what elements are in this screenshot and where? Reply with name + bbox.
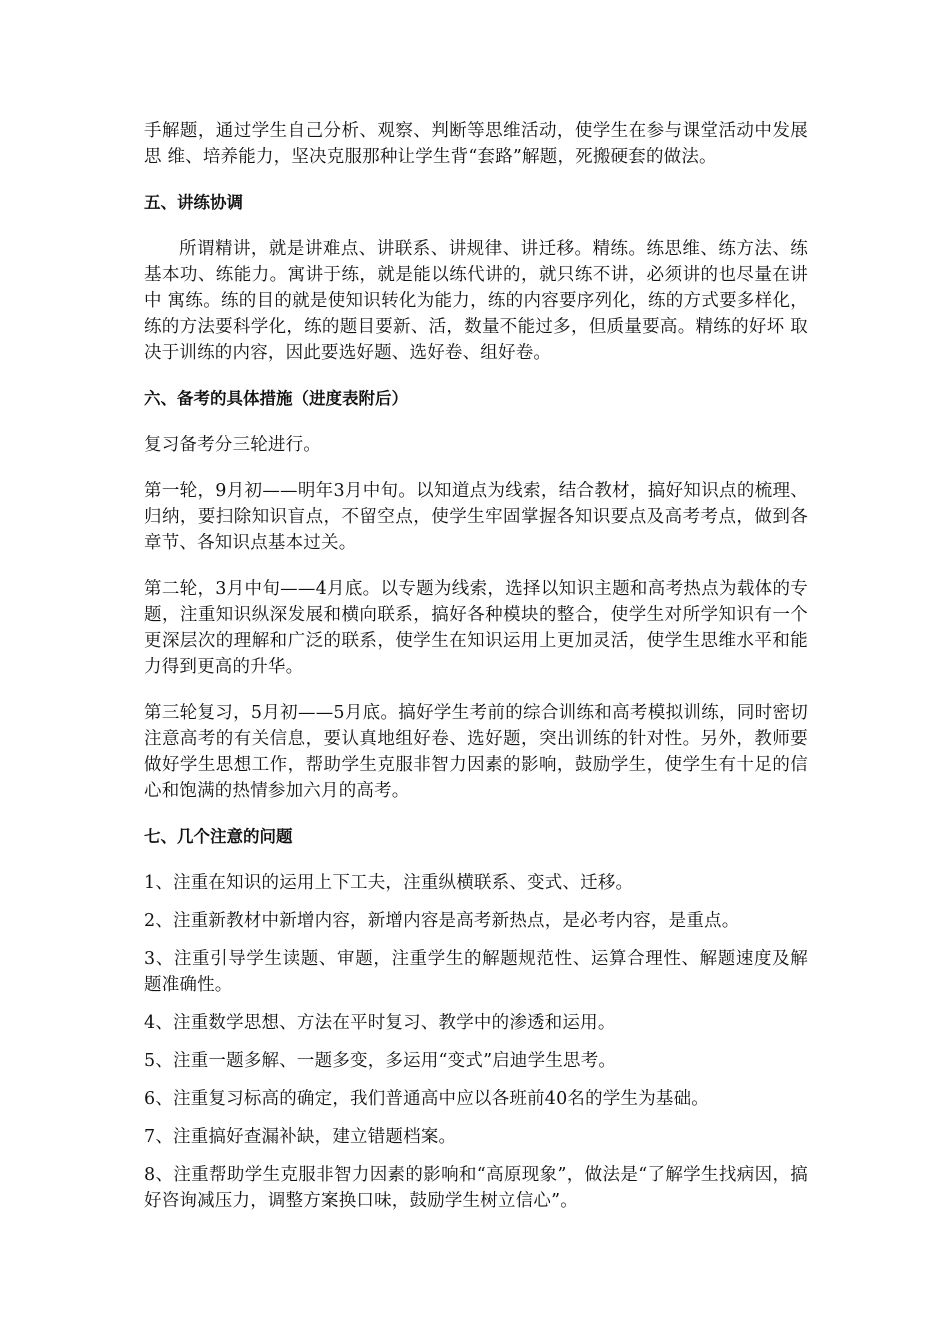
document-page (144, 118, 808, 1226)
section-6-intro: 复习备考分三轮进行。 (144, 435, 321, 455)
intro-paragraph: 手解题，通过学生自己分析、观察、判断等思维活动，使学生在参与课堂活动中发展思 维、培养能力，坚决克服那种让学生背“套路”解题，死搬硬套的做法。 (144, 121, 808, 167)
round-3-paragraph: 第三轮复习，5月初——5月底。搞好学生考前的综合训练和高考模拟训练，同时密切注意高考的有关信息，要认真地组好卷、选好题，突出训练的针对性。另外，教师要做好学生思想工作，帮助学生克服非智力因素的影响，鼓励学生，使学生有十足的信心和饱满的热情参加六月的高考。 (144, 703, 808, 801)
list-item: 5、注重一题多解、一题多变，多运用“变式”启迪学生思考。 (144, 1051, 617, 1071)
section-5-paragraph: 所谓精讲，就是讲难点、讲联系、讲规律、讲迁移。精练。练思维、练方法、练基本功、练能力。寓讲于练，就是能以练代讲的，就只练不讲，必须讲的也尽量在讲中 寓练。练的目的就是使知识转化为能力，练的内容要序列化，练的方式要多样化，练的方法要科学化，练的题目要新、活，数量不能过多，但质量要高。精练的好坏 取决于训练的内容，因此要选好题、选好卷、组好卷。 (144, 239, 808, 363)
section-5-heading: 五、讲练协调 (144, 193, 243, 212)
list-item: 2、注重新教材中新增内容，新增内容是高考新热点，是必考内容，是重点。 (144, 911, 740, 931)
list-item: 8、注重帮助学生克服非智力因素的影响和“高原现象”，做法是“了解学生找病因，搞好咨询减压力，调整方案换口味，鼓励学生树立信心”。 (144, 1165, 808, 1211)
section-7-heading: 七、几个注意的问题 (144, 827, 293, 846)
list-item: 3、注重引导学生读题、审题，注重学生的解题规范性、运算合理性、解题速度及解题准确性。 (144, 949, 808, 995)
list-item: 6、注重复习标高的确定，我们普通高中应以各班前40名的学生为基础。 (144, 1089, 709, 1109)
section-6-heading: 六、备考的具体措施（进度表附后） (144, 389, 408, 408)
list-item: 7、注重搞好查漏补缺，建立错题档案。 (144, 1127, 457, 1147)
list-item: 1、注重在知识的运用上下工夫，注重纵横联系、变式、迁移。 (144, 873, 634, 893)
round-1-paragraph: 第一轮，9月初——明年3月中旬。以知道点为线索，结合教材，搞好知识点的梳理、归纳，要扫除知识盲点，不留空点，使学生牢固掌握各知识要点及高考考点，做到各章节、各知识点基本过关。 (144, 481, 808, 553)
section-7-list (144, 870, 808, 1214)
list-item: 4、注重数学思想、方法在平时复习、教学中的渗透和运用。 (144, 1013, 616, 1033)
round-2-paragraph: 第二轮，3月中旬——4月底。以专题为线索，选择以知识主题和高考热点为载体的专题，注重知识纵深发展和横向联系，搞好各种模块的整合，使学生对所学知识有一个更深层次的理解和广泛的联系，使学生在知识运用上更加灵活，使学生思维水平和能力得到更高的升华。 (144, 579, 808, 677)
